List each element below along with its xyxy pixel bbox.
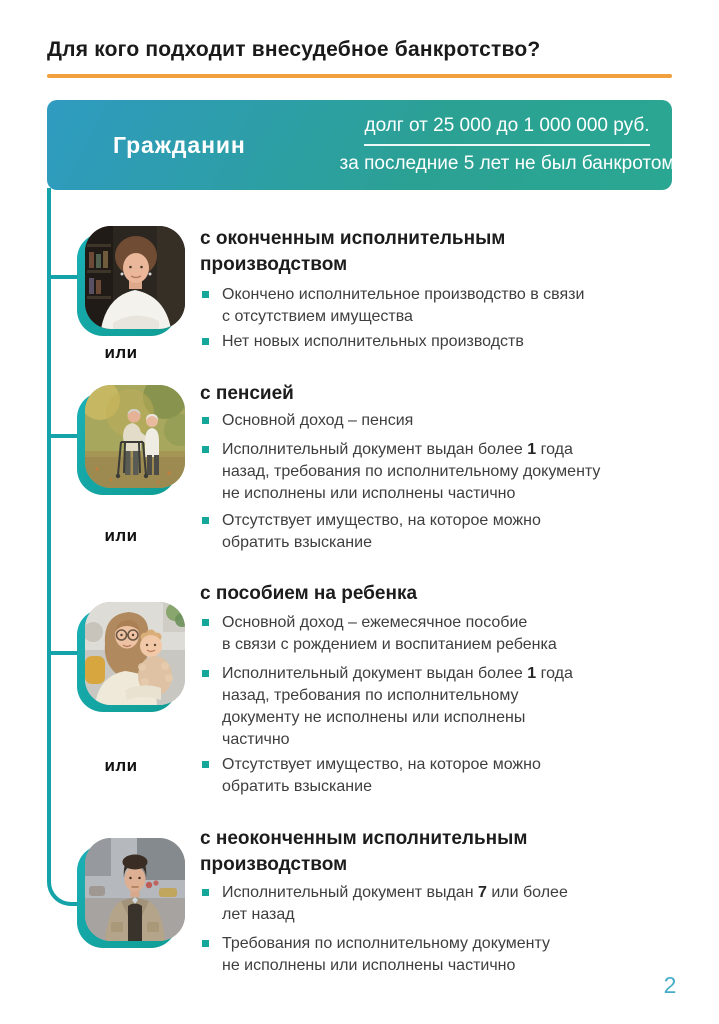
bullet-item: Исполнительный документ выдан более 1 года назад, требования по исполнительному документу не исполнены или исполнены частично bbox=[200, 663, 675, 751]
or-label-2: или bbox=[104, 526, 138, 545]
bullet-item: Исполнительный документ выдан более 1 года назад, требования по исполнительному документу не исполнены или исполнены частично bbox=[200, 439, 675, 505]
bullet-square-icon bbox=[202, 940, 209, 947]
bullet-item: Исполнительный документ выдан 7 или более лет назад bbox=[200, 882, 675, 926]
bullet-item: Основной доход – ежемесячное пособие в связи с рождением и воспитанием ребенка bbox=[200, 612, 675, 656]
bullet-item: Отсутствует имущество, на которое можно обратить взыскание bbox=[200, 510, 675, 554]
bullet-item: Окончено исполнительное производство в связи с отсутствием имущества bbox=[200, 284, 675, 328]
man-street-image bbox=[85, 838, 185, 941]
bullet-square-icon bbox=[202, 338, 209, 345]
condition-no-bankruptcy: за последние 5 лет не был банкротом bbox=[339, 153, 675, 174]
timeline-vertical-line bbox=[47, 188, 51, 860]
section-title-finished-proceedings: с оконченным исполнительным производством bbox=[200, 228, 506, 275]
photo-elderly-couple bbox=[85, 385, 185, 488]
bullet-square-icon bbox=[202, 889, 209, 896]
section-title-child-benefit: с пособием на ребенка bbox=[200, 583, 418, 604]
citizen-header-card bbox=[47, 100, 675, 190]
section-title-pension: с пенсией bbox=[200, 383, 294, 404]
conditions-block bbox=[302, 100, 712, 190]
citizen-label: Гражданин bbox=[113, 131, 246, 158]
condition-divider bbox=[364, 144, 650, 146]
or-label-1: или bbox=[104, 343, 138, 362]
condition-debt-range: долг от 25 000 до 1 000 000 руб. bbox=[364, 115, 650, 136]
photo-woman-office bbox=[85, 226, 185, 329]
section-title-unfinished-proceedings: с неоконченным исполнительным производством bbox=[200, 828, 528, 875]
bullet-square-icon bbox=[202, 291, 209, 298]
bullet-square-icon bbox=[202, 517, 209, 524]
bullet-item: Требования по исполнительному документу не исполнены или исполнены частично bbox=[200, 933, 675, 977]
mother-baby-image bbox=[85, 602, 185, 705]
bullet-item: Отсутствует имущество, на которое можно обратить взыскание bbox=[200, 754, 675, 798]
page-number: 2 bbox=[663, 972, 677, 998]
bullet-square-icon bbox=[202, 619, 209, 626]
woman-office-image bbox=[85, 226, 185, 329]
bullet-item: Основной доход – пенсия bbox=[200, 410, 675, 432]
bullet-square-icon bbox=[202, 670, 209, 677]
bullet-square-icon bbox=[202, 761, 209, 768]
or-label-3: или bbox=[104, 756, 138, 775]
timeline-elbow-connector bbox=[47, 858, 81, 906]
bullet-square-icon bbox=[202, 417, 209, 424]
bullet-item: Нет новых исполнительных производств bbox=[200, 331, 675, 353]
photo-man-street bbox=[85, 838, 185, 941]
photo-mother-baby bbox=[85, 602, 185, 705]
elderly-couple-image bbox=[85, 385, 185, 488]
title-underline bbox=[47, 74, 672, 78]
page-title: Для кого подходит внесудебное банкротство? bbox=[47, 38, 541, 61]
bullet-square-icon bbox=[202, 446, 209, 453]
